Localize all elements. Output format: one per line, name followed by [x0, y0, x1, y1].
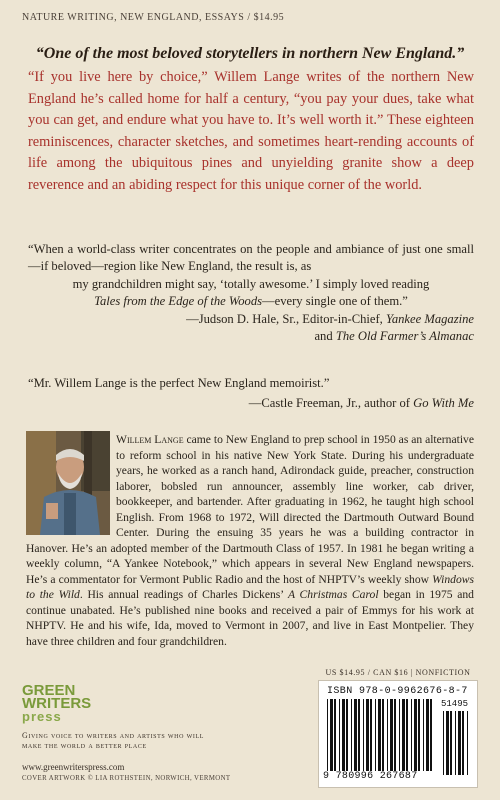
hale-blurb-centered: [28, 276, 474, 311]
freeman-attribution-name: —Castle Freeman, Jr., author of: [248, 396, 414, 410]
cover-credit: COVER ARTWORK © LIA ROTHSTEIN, NORWICH, VERMONT: [22, 775, 231, 782]
hale-attribution: [114, 311, 474, 346]
logo-line-press: press: [22, 709, 62, 724]
publisher-logo: [22, 684, 91, 723]
price-category-line: US $14.95 / CAN $16 | NONFICTION: [325, 668, 471, 677]
freeman-attribution: [114, 395, 474, 412]
logo-line-green: GREEN: [22, 682, 76, 699]
isbn-digits: 9 780996 267687: [323, 771, 418, 782]
author-name: Willem Lange: [116, 433, 184, 446]
category-price-line: NATURE WRITING, NEW ENGLAND, ESSAYS / $14.95: [22, 12, 285, 23]
hale-blurb-part-c: —every single one of them.”: [262, 294, 408, 309]
hale-blurb-part-b: my grandchildren might say, ‘totally awesome.’ I simply loved reading: [72, 276, 430, 291]
intro-paragraph: “If you live here by choice,” Willem Lange writes of the northern New England he’s called home for half a century, “you pay your dues, take what you can get, and endure what you have to. It’s well worth it.” These eighteen reminiscences, character sketches, and sometimes heart-rending accounts of life among the ubiquitous pines and unyielding granite show a deep reverence and an abiding respect for this unique corner of the world.: [28, 69, 474, 193]
publisher-tagline: Giving voice to writers and artists who will make the world a better place: [22, 731, 205, 750]
ean-barcode-bars: [325, 699, 437, 771]
author-bio: [26, 432, 474, 649]
isbn-text: ISBN 978-0-9962676-8-7: [327, 686, 468, 697]
addon-barcode-bars: [441, 711, 471, 775]
headline-quote: “One of the most beloved storytellers in northern New England.”: [35, 45, 465, 62]
freeman-blurb: “Mr. Willem Lange is the perfect New England memoirist.”: [28, 376, 330, 390]
hale-blurb-part-a: “When a world-class writer concentrates on the people and ambiance of just one small—if beloved—region like New England, the result is, as: [28, 242, 474, 274]
hale-attribution-name: —Judson D. Hale, Sr., Editor-in-Chief,: [186, 312, 386, 326]
hale-attribution-and: and: [314, 329, 336, 344]
show-title: Windows to the Wild: [26, 572, 474, 601]
publisher-website: www.greenwriterspress.com: [22, 762, 125, 772]
isbn-barcode: [318, 680, 478, 788]
farmers-almanac: The Old Farmer’s Almanac: [335, 329, 474, 344]
addon-number: 51495: [441, 699, 469, 709]
go-with-me-title: Go With Me: [413, 396, 474, 410]
yankee-magazine: Yankee Magazine: [385, 312, 474, 326]
logo-line-writers: WRITERS: [22, 695, 92, 712]
bio-part-1: came to New England to prep school in 1950 as an alternative to reform school in his native New York State. During his undergraduate years, he worked as a ranch hand, Adirondack guide, preacher, construction laborer, bobsled run announcer, assembly line worker, cab driver, bookkeeper, and bartender. After graduating in 1962, he taught high school English. From 1968 to 1972, Will directed the Dartmouth Outward Bound Center. During the ensuing 35 years he was a building contractor in Hanover. He’s an adopted member of the Dartmouth Class of 1957. In 1981 he began writing a weekly column, “A Yankee Notebook,” which appears in several New England newspapers. He’s a commentator for Vermont Public Radio and the host of NHPTV’s weekly show: [26, 433, 474, 586]
hale-blurb: [28, 241, 474, 311]
book-title: Tales from the Edge of the Woods: [94, 294, 263, 309]
bio-part-2: . His annual readings of Charles Dickens’: [79, 588, 288, 601]
christmas-carol-title: A Christmas Carol: [287, 588, 379, 601]
bio-part-3: began in 1975 and continue unabated. He’s published nine books and received a pair of Emmys for his work at NHPTV. He and his wife, Ida, moved to Vermont in 2007, and live in East Montpelier. They have three children and four grandchildren.: [26, 588, 474, 648]
photo-spacer: [26, 432, 116, 536]
